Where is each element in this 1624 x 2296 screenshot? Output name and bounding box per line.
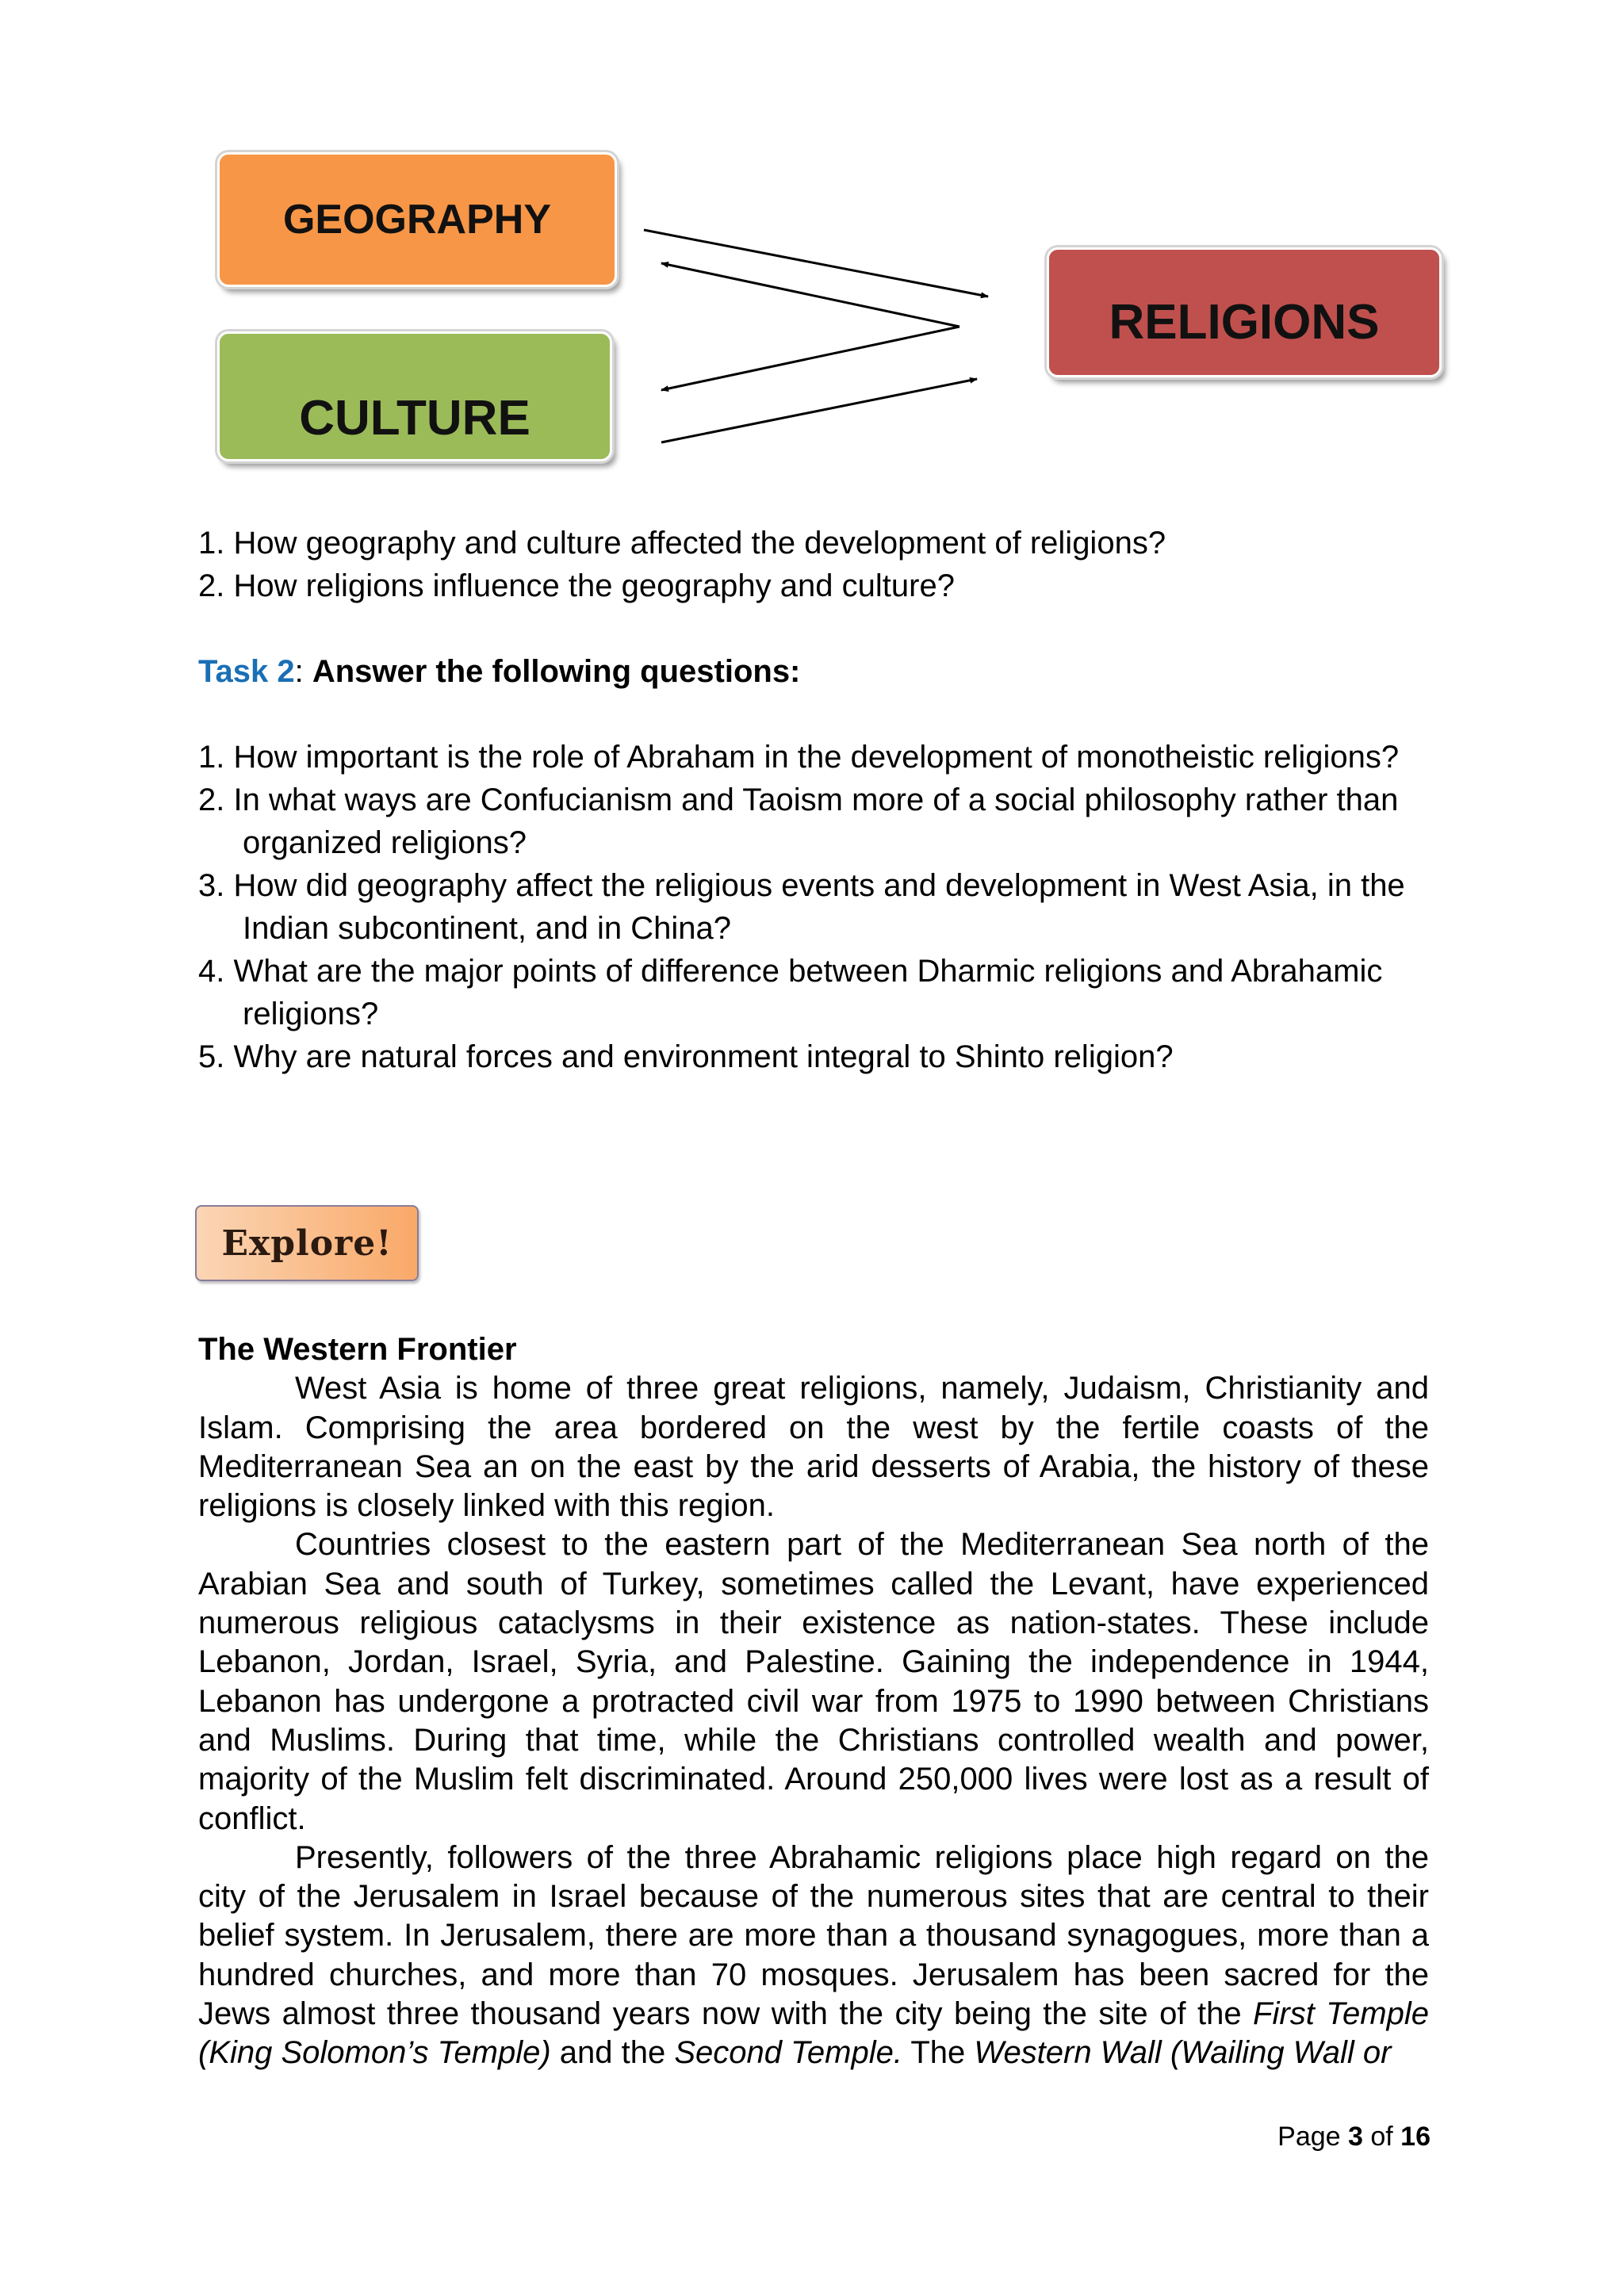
explore-label: Explore! [221,1223,393,1264]
culture-label: CULTURE [299,390,530,446]
arrow-religions-to-culture [661,327,959,390]
article-paragraph: Countries closest to the eastern part of the Mediterranean Sea north of the Arabian Sea and south of Turkey, sometimes called the Levant, have experienced numerous religious cataclysms in their existence as nation-states. These include Lebanon, Jordan, Israel, Syria, and Palestine. Gaining the independence in 1944, Lebanon has undergone a protracted civil war from 1975 to 1990 between Christians and Muslims. During that time, while the Christians controlled wealth and power, majority of the Muslim felt discriminated. Around 250,000 lives were lost as a result of conflict. [198,1527,1429,1836]
arrow-culture-to-religions [661,379,977,442]
text-run: The [902,2035,975,2071]
task-question: 1. How important is the role of Abraham in the development of monotheistic religions? [198,740,1400,775]
article-paragraph [198,1839,1429,2073]
diagram-arrows [0,0,1624,555]
task-separator: : [294,654,304,689]
task-instruction: Answer the following questions: [312,654,801,689]
task-question: 4. What are the major points of difference between Dharmic religions and Abrahamic religions? [198,954,1383,1031]
arrow-religions-to-geography [661,263,959,327]
article-heading: The Western Frontier [198,1332,517,1367]
italic-run: Second Temple. [674,2035,902,2071]
task-question: 3. How did geography affect the religious events and development in West Asia, in the Indian subcontinent, and in China? [198,868,1405,946]
task-questions [198,736,1429,1078]
religions-label: RELIGIONS [1109,294,1380,350]
intro-question: 2. How religions influence the geography and culture? [198,568,955,603]
geography-label: GEOGRAPHY [282,197,552,243]
arrow-geography-to-religions [644,230,988,297]
task-question: 5. Why are natural forces and environment integral to Shinto religion? [198,1039,1174,1074]
article-paragraph: West Asia is home of three great religions, namely, Judaism, Christianity and Islam. Comprising the area bordered on the west by the fertile coasts of the Mediterranean Sea an on the east by the arid desserts of Arabia, the history of these religions is closely linked with this region. [198,1371,1429,1524]
task-question: 2. In what ways are Confucianism and Taoism more of a social philosophy rather than organized religions? [198,783,1399,860]
page-footer [1277,2122,1431,2152]
footer-prefix: Page [1277,2122,1348,2152]
text-run: and the [550,2035,675,2071]
italic-run: Western Wall (Wailing Wall or [974,2035,1392,2071]
task-label: Task 2 [198,654,295,689]
article [198,1330,1429,2073]
page-current: 3 [1348,2122,1363,2152]
explore-badge [195,1205,419,1281]
text-run: Presently, followers of the three Abrahamic religions place high regard on the city of the Jerusalem in Israel because of the numerous sites that are central to their belief system. In Jerusalem, there are more than a thousand synagogues, more than a hundred churches, and more than 70 mosques. Jerusalem has been sacred for the Jews almost three thousand years now with the city being the site of the [198,1839,1429,2032]
task-heading [198,650,1429,693]
intro-questions [198,522,1429,607]
footer-middle: of [1362,2122,1401,2152]
intro-question: 1. How geography and culture affected the development of religions? [198,526,1166,561]
page-total: 16 [1400,2122,1431,2152]
italic-run: First Temple (King Solomon’s Temple) [198,1996,1429,2071]
